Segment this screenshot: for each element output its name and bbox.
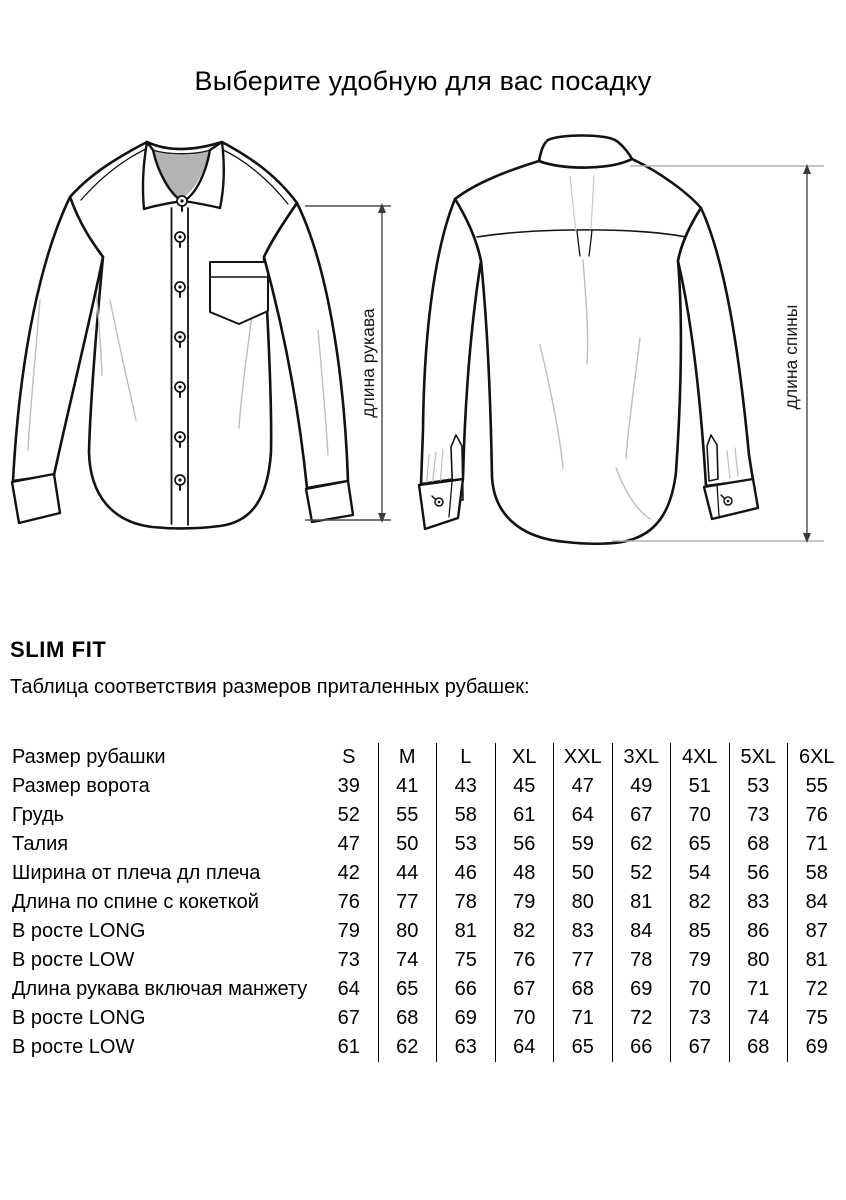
row-label: Длина по спине с кокеткой	[12, 891, 259, 913]
shirt-diagram-svg	[0, 130, 846, 605]
size-value-cell: 73	[671, 1004, 730, 1033]
row-label: В росте LOW	[12, 1036, 135, 1058]
size-value-cell: 61	[495, 801, 554, 830]
size-value-cell: 73	[337, 949, 360, 971]
size-value-cell: 63	[437, 1033, 496, 1062]
size-value-cell: 81	[437, 917, 496, 946]
size-value-cell: 70	[671, 975, 730, 1004]
page-title: Выберите удобную для вас посадку	[194, 66, 652, 97]
back-collar	[539, 136, 632, 168]
size-value-cell: 66	[437, 975, 496, 1004]
table-row	[12, 1033, 846, 1062]
size-value-cell: 81	[788, 946, 846, 975]
size-value-cell: 74	[729, 1004, 788, 1033]
size-value-cell: 71	[788, 830, 846, 859]
size-column-header: L	[437, 743, 496, 772]
size-value-cell: 64	[554, 801, 613, 830]
size-value-cell: 79	[495, 888, 554, 917]
row-label: Размер рубашки	[12, 746, 166, 768]
row-label: Размер ворота	[12, 775, 150, 797]
size-value-cell: 68	[378, 1004, 437, 1033]
table-row	[12, 946, 846, 975]
size-value-cell: 44	[378, 859, 437, 888]
size-value-cell: 45	[495, 772, 554, 801]
size-value-cell: 86	[729, 917, 788, 946]
row-label: В росте LOW	[12, 949, 135, 971]
size-value-cell: 65	[378, 975, 437, 1004]
size-value-cell: 65	[671, 830, 730, 859]
size-column-header: M	[378, 743, 437, 772]
size-value-cell: 50	[554, 859, 613, 888]
size-column-header: XXL	[554, 743, 613, 772]
size-value-cell: 59	[554, 830, 613, 859]
size-value-cell: 62	[612, 830, 671, 859]
size-value-cell: 81	[612, 888, 671, 917]
size-value-cell: 82	[671, 888, 730, 917]
size-value-cell: 68	[729, 1033, 788, 1062]
size-value-cell: 75	[437, 946, 496, 975]
size-value-cell: 83	[729, 888, 788, 917]
fit-heading: SLIM FIT	[10, 637, 107, 663]
size-value-cell: 55	[378, 801, 437, 830]
table-caption: Таблица соответствия размеров приталенных рубашек:	[10, 676, 530, 698]
size-value-cell: 69	[437, 1004, 496, 1033]
size-value-cell: 84	[788, 888, 846, 917]
row-label: Длина рукава включая манжету	[12, 978, 308, 1000]
size-value-cell: 47	[554, 772, 613, 801]
size-value-cell: 58	[437, 801, 496, 830]
front-left-cuff	[12, 474, 60, 523]
size-table-header-row	[12, 743, 846, 772]
back-length-label: длина спины	[781, 304, 801, 410]
size-column-header: 3XL	[612, 743, 671, 772]
size-value-cell: 72	[788, 975, 846, 1004]
size-value-cell: 84	[612, 917, 671, 946]
size-value-cell: 66	[612, 1033, 671, 1062]
size-value-cell: 70	[671, 801, 730, 830]
table-row	[12, 975, 846, 1004]
size-value-cell: 47	[337, 833, 360, 855]
size-column-header: S	[342, 746, 356, 768]
chest-pocket	[210, 262, 268, 324]
size-value-cell: 62	[378, 1033, 437, 1062]
row-label: Талия	[12, 833, 69, 855]
size-value-cell: 43	[437, 772, 496, 801]
size-value-cell: 55	[788, 772, 846, 801]
size-column-header: 6XL	[788, 743, 846, 772]
size-value-cell: 78	[612, 946, 671, 975]
size-value-cell: 56	[495, 830, 554, 859]
table-row	[12, 830, 846, 859]
size-value-cell: 76	[495, 946, 554, 975]
size-value-cell: 51	[671, 772, 730, 801]
size-value-cell: 67	[612, 801, 671, 830]
size-value-cell: 69	[612, 975, 671, 1004]
size-column-header: 5XL	[729, 743, 788, 772]
front-right-cuff	[306, 481, 353, 522]
size-value-cell: 71	[554, 1004, 613, 1033]
size-value-cell: 64	[337, 978, 360, 1000]
size-value-cell: 78	[437, 888, 496, 917]
size-value-cell: 41	[378, 772, 437, 801]
size-value-cell: 77	[378, 888, 437, 917]
size-value-cell: 77	[554, 946, 613, 975]
shirt-diagram	[0, 130, 846, 605]
size-value-cell: 70	[495, 1004, 554, 1033]
table-row	[12, 917, 846, 946]
size-value-cell: 64	[495, 1033, 554, 1062]
size-value-cell: 75	[788, 1004, 846, 1033]
front-shirt-drawing	[12, 142, 353, 528]
size-value-cell: 50	[378, 830, 437, 859]
row-label: В росте LONG	[12, 1007, 146, 1029]
size-value-cell: 87	[788, 917, 846, 946]
size-value-cell: 54	[671, 859, 730, 888]
size-value-cell: 39	[337, 775, 360, 797]
size-value-cell: 83	[554, 917, 613, 946]
size-value-cell: 76	[337, 891, 360, 913]
row-label: В росте LONG	[12, 920, 146, 942]
size-table-body	[12, 743, 846, 1062]
back-shirt-drawing	[419, 136, 758, 544]
size-table	[12, 743, 846, 1062]
size-value-cell: 53	[729, 772, 788, 801]
table-row	[12, 859, 846, 888]
size-value-cell: 52	[612, 859, 671, 888]
size-value-cell: 42	[337, 862, 360, 884]
size-value-cell: 82	[495, 917, 554, 946]
table-row	[12, 1004, 846, 1033]
table-row	[12, 888, 846, 917]
size-value-cell: 76	[788, 801, 846, 830]
size-value-cell: 65	[554, 1033, 613, 1062]
size-value-cell: 80	[554, 888, 613, 917]
sleeve-length-label: длина рукава	[358, 308, 378, 418]
size-value-cell: 53	[437, 830, 496, 859]
size-value-cell: 52	[337, 804, 360, 826]
size-value-cell: 48	[495, 859, 554, 888]
size-value-cell: 46	[437, 859, 496, 888]
size-value-cell: 71	[729, 975, 788, 1004]
size-value-cell: 80	[729, 946, 788, 975]
size-value-cell: 69	[788, 1033, 846, 1062]
row-label: Грудь	[12, 804, 65, 826]
size-value-cell: 79	[337, 920, 360, 942]
size-value-cell: 68	[729, 830, 788, 859]
size-value-cell: 79	[671, 946, 730, 975]
size-value-cell: 74	[378, 946, 437, 975]
size-value-cell: 68	[554, 975, 613, 1004]
size-value-cell: 56	[729, 859, 788, 888]
size-value-cell: 72	[612, 1004, 671, 1033]
size-value-cell: 73	[729, 801, 788, 830]
size-value-cell: 67	[337, 1007, 360, 1029]
table-row	[12, 801, 846, 830]
size-value-cell: 80	[378, 917, 437, 946]
row-label: Ширина от плеча дл плеча	[12, 862, 261, 884]
size-value-cell: 49	[612, 772, 671, 801]
size-value-cell: 58	[788, 859, 846, 888]
size-value-cell: 85	[671, 917, 730, 946]
size-value-cell: 61	[337, 1036, 360, 1058]
table-row	[12, 772, 846, 801]
size-column-header: XL	[495, 743, 554, 772]
size-value-cell: 67	[495, 975, 554, 1004]
size-value-cell: 67	[671, 1033, 730, 1062]
size-column-header: 4XL	[671, 743, 730, 772]
